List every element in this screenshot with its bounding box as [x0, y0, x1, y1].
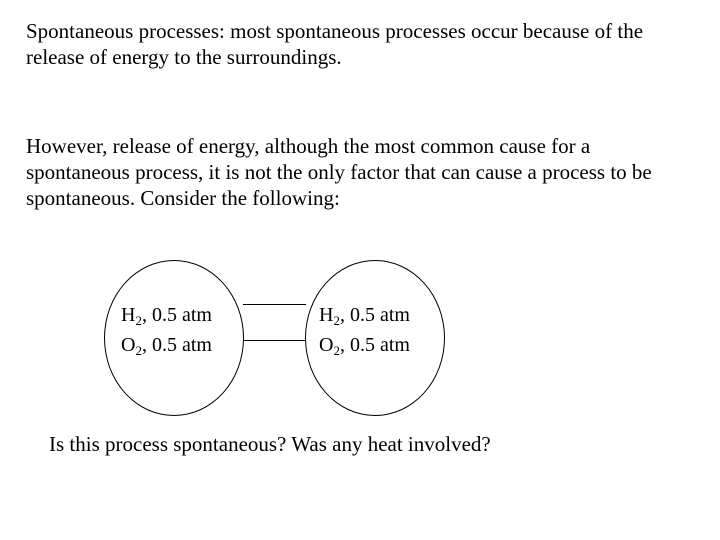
right-flask-contents — [319, 300, 410, 360]
question-text: Is this process spontaneous? Was any heat involved? — [49, 432, 491, 456]
right-flask-line-h2: $H_2$, 0.5 atm — [319, 304, 410, 328]
left-flask-line-h2: $H_2$, 0.5 atm — [121, 304, 212, 328]
connecting-tube-top-line — [243, 304, 306, 305]
connecting-tube-bottom-line — [243, 340, 306, 341]
intro-paragraph: Spontaneous processes: most spontaneous processes occur because of the release of energy to the surroundings. — [26, 19, 644, 69]
right-flask-line-o2: $O_2$, 0.5 atm — [319, 334, 410, 358]
left-flask-line-o2: $O_2$, 0.5 atm — [121, 334, 212, 358]
left-flask-contents — [121, 300, 212, 360]
consider-paragraph: However, release of energy, although the most common cause for a spontaneous process, it is not the only factor that can cause a process to be spontaneous. Consider the following: — [26, 134, 652, 210]
